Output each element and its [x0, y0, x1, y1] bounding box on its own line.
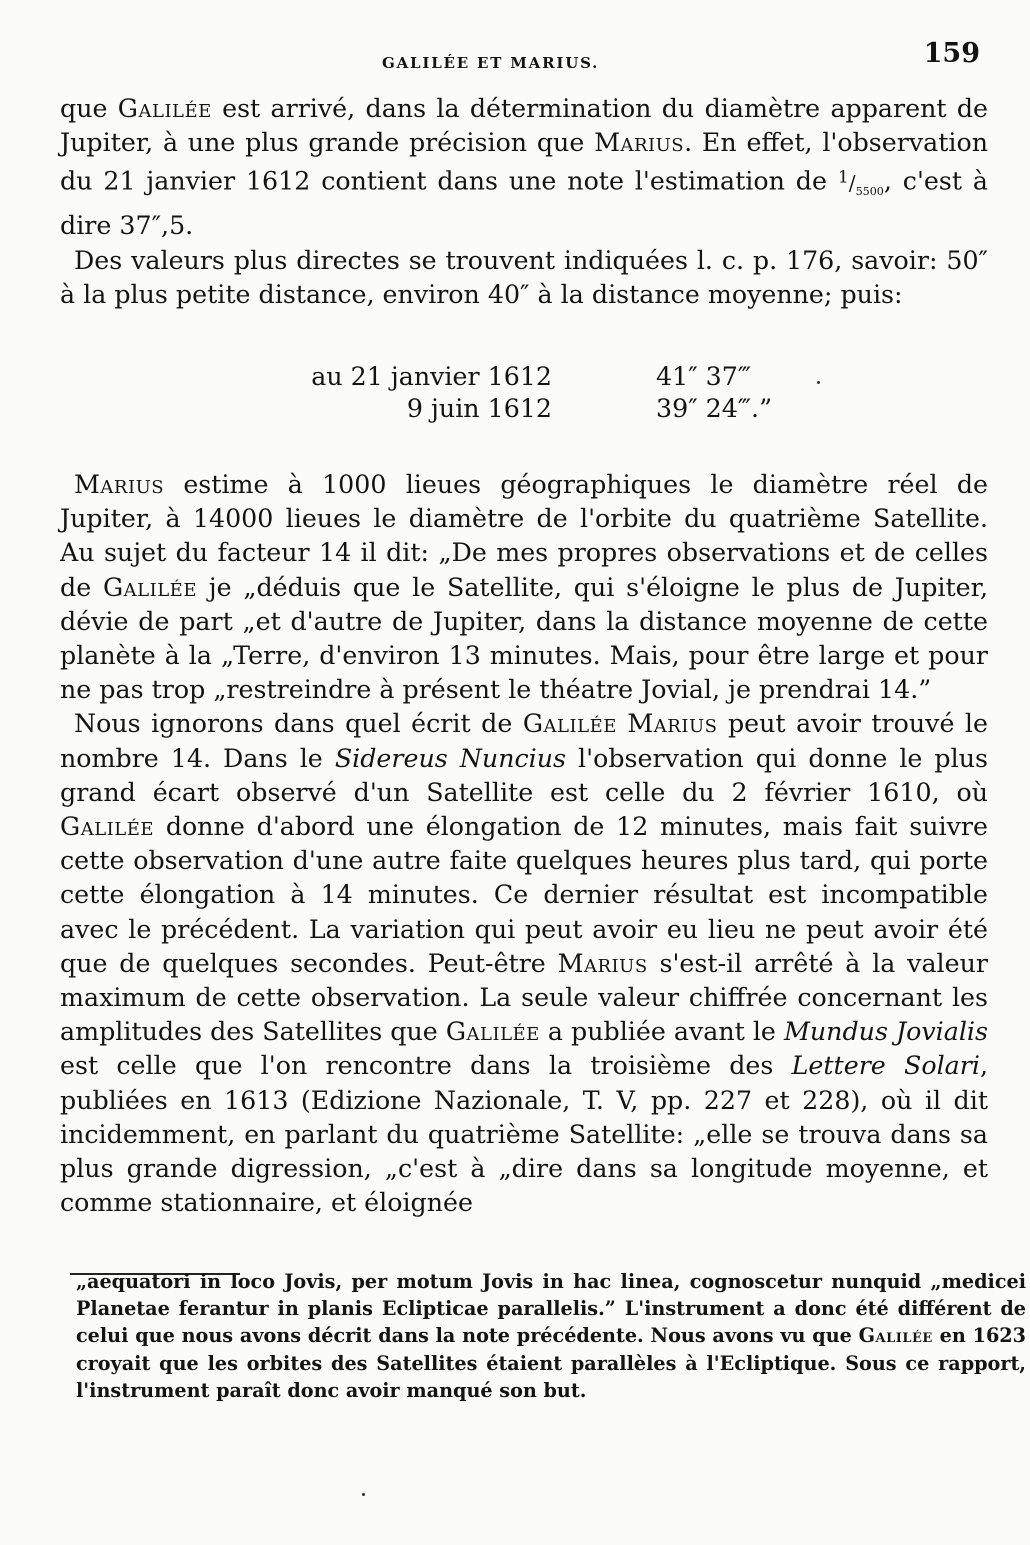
fraction-denominator: 5500: [855, 185, 884, 199]
name-marius: Marius: [557, 948, 648, 978]
paragraph-4: [60, 707, 988, 1220]
work-title: Mundus Jovialis: [783, 1017, 988, 1047]
name-galilee: Galilée: [858, 1324, 933, 1348]
footnote-text: [76, 1268, 1026, 1404]
measurement-value: 39″ 24‴.”: [656, 394, 772, 423]
text-run: je „déduis que le Satellite, qui s'éloigne le plus de Jupiter, dévie de part „et d'autre de Jupiter, dans la distance moyenne de cette planète à la „Terre, d'environ 13 minutes. Mais, pour être large et pour ne pas trop „restreindre à présent le théatre Jovial, je prendrai 14.”: [60, 572, 988, 705]
fraction-numerator: 1: [837, 167, 849, 188]
name-galilee: Galilée: [445, 1017, 540, 1047]
paragraph-2: Des valeurs plus directes se trouvent indiquées l. c. p. 176, savoir: 50″ à la plus petite distance, environ 40″ à la distance moyenne; puis:: [60, 245, 988, 309]
scan-speck: [817, 381, 820, 384]
work-title: Sidereus Nuncius: [334, 743, 567, 773]
text-run: donne d'abord une élongation de 12 minutes, mais fait suivre cette observation d'une autre faite quelques heures plus tard, qui porte cette élongation à 14 minutes. Ce dernier résultat est incompatible avec le précédent. La variation qui peut avoir eu lieu ne peut avoir été que de quelques secondes. Peut-être: [60, 812, 988, 978]
text-run: Nous ignorons dans quel écrit de: [74, 709, 523, 739]
diameter-measurements: [60, 360, 988, 426]
text-run: est arrivé, dans la détermination du diamètre apparent de Jupiter, à une plus grande précision que: [60, 94, 988, 158]
text-run: l'observation qui donne le plus grand écart observé d'un Satellite est celle du 2 février 1610, où: [60, 743, 988, 807]
paragraph-3: [60, 468, 988, 707]
measurement-value: 41″ 37‴: [656, 362, 752, 391]
running-title: GALILÉE ET MARIUS.: [382, 54, 600, 72]
measurement-row: [60, 392, 988, 425]
text-run: en 1623 croyait que les orbites des Satellites étaient parallèles à l'Ecliptique. Sous ce rapport, l'instrument paraît donc avoir manqué son but.: [76, 1324, 1027, 1402]
text-run: , publiées en 1613 (Edizione Nazionale, T. V, pp. 227 et 228), où il dit incidemment, en parlant du quatrième Satellite: „elle se trouva dans sa plus grande digression, „c'est à „dire dans sa longitude moyenne, et comme stationnaire, et éloignée: [60, 1051, 988, 1218]
name-marius: Marius: [594, 128, 685, 158]
main-text: [60, 92, 988, 1220]
measurement-date: au 21 janvier 1612: [311, 362, 552, 391]
text-run: est celle que l'on rencontre dans la troisième des: [60, 1051, 792, 1081]
scan-speck: [362, 1493, 365, 1496]
name-galilee: Galilée: [60, 812, 155, 842]
fraction: $^1/_{5500}$: [837, 167, 884, 199]
text-run: peut avoir trouvé le nombre 14. Dans le: [60, 709, 988, 773]
measurement-date: 9 juin 1612: [406, 394, 552, 423]
paragraph-1: [60, 92, 988, 244]
text-run: que: [60, 94, 118, 123]
page-header: [60, 38, 990, 84]
text-run: s'est-il arrêté à la valeur maximum de cette observation. La seule valeur chiffrée concernant les amplitudes des Satellites que: [60, 948, 988, 1047]
measurement-row: [60, 360, 988, 393]
text-run: , c'est à dire 37″,5.: [60, 167, 988, 241]
footnote: [76, 1268, 1026, 1404]
name-marius: Marius: [627, 709, 718, 739]
text-run: „aequatori in loco Jovis, per motum Jovis in hac linea, cognoscetur nunquid „medicei Planetae ferantur in planis Eclipticae parallelis.” L'instrument a donc été différent de celui que nous avons décrit dans la note précédente. Nous avons vu que: [76, 1270, 1026, 1348]
name-marius: Marius: [74, 470, 165, 499]
work-title: Lettere Solari: [791, 1051, 980, 1081]
text-run: . En effet, l'observation du 21 janvier 1612 contient dans une note l'estimation de: [60, 128, 988, 197]
name-galilee: Galilée: [522, 709, 617, 739]
name-galilee: Galilée: [102, 572, 197, 602]
text-run: a publiée avant le: [539, 1017, 784, 1047]
name-galilee: Galilée: [117, 94, 212, 123]
text-run: estime à 1000 lieues géographiques le diamètre réel de Jupiter, à 14000 lieues le diamètre de l'orbite du quatrième Satellite. Au sujet du facteur 14 il dit: „De mes propres observations et de celles de: [60, 470, 988, 602]
text-run: [617, 709, 628, 738]
page-number: 159: [923, 38, 980, 69]
